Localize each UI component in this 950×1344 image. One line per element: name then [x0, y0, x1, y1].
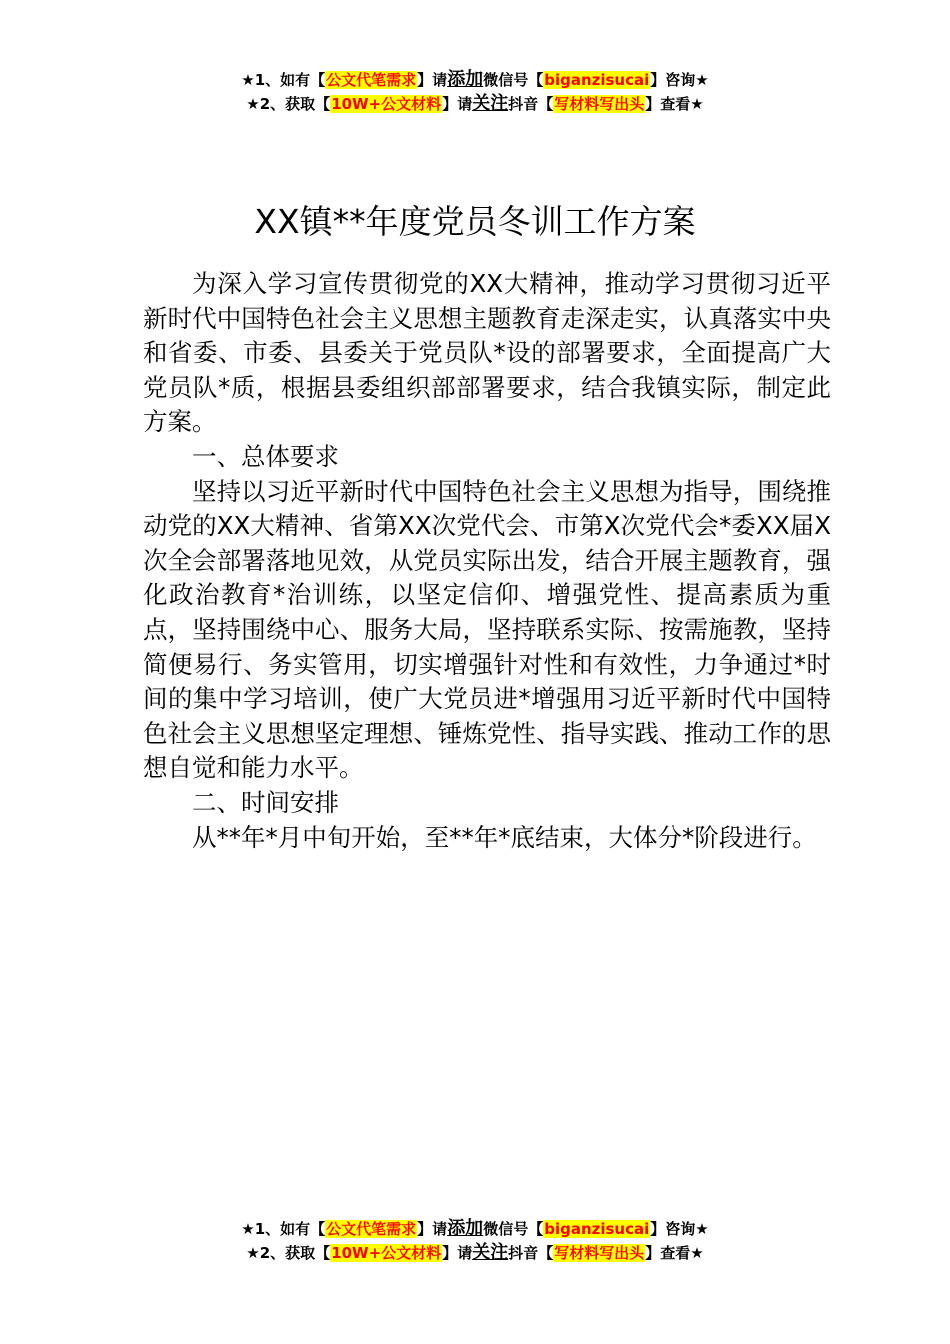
- page-title: XX镇**年度党员冬训工作方案: [254, 202, 696, 242]
- promo-line-2: ★2、获取【10W+公文材料】请关注抖音【写材料写出头】查看★: [246, 1242, 704, 1263]
- highlight-ghostwriting: 公文代笔需求: [326, 1220, 417, 1238]
- promo-banner-top: [0, 68, 950, 116]
- highlight-wechat-id: biganzisucai: [544, 71, 650, 89]
- highlight-douyin: 写材料写出头: [554, 95, 645, 113]
- promo-line-1: ★1、如有【公文代笔需求】请添加微信号【biganzisucai】咨询★: [241, 69, 709, 90]
- highlight-materials: 10W+公文材料: [331, 1244, 442, 1262]
- promo-banner-bottom: [0, 1217, 950, 1265]
- highlight-ghostwriting: 公文代笔需求: [326, 71, 417, 89]
- intro-paragraph: 为深入学习宣传贯彻党的XX大精神，推动学习贯彻习近平新时代中国特色社会主义思想主题教育走深走实，认真落实中央和省委、市委、县委关于党员队*设的部署要求，全面提高广大党员队*质，根据县委组织部部署要求，结合我镇实际，制定此方案。: [143, 269, 831, 437]
- highlight-wechat-id: biganzisucai: [544, 1220, 650, 1238]
- section-heading-general-requirements: 一、总体要求: [192, 441, 339, 471]
- highlight-materials: 10W+公文材料: [331, 95, 442, 113]
- general-requirements-paragraph: 坚持以习近平新时代中国特色社会主义思想为指导，围绕推动党的XX大精神、省第XX次党代会、市第X次党代会*委XX届X次全会部署落地见效，从党员实际出发，结合开展主题教育，强化政治教育*治训练，以坚定信仰、增强党性、提高素质为重点，坚持围绕中心、服务大局，坚持联系实际、按需施教，坚持简便易行、务实管用，切实增强针对性和有效性，力争通过*时间的集中学习培训，使广大党员进*增强用习近平新时代中国特色社会主义思想坚定理想、锤炼党性、指导实践、推动工作的思想自觉和能力水平。: [143, 476, 831, 783]
- schedule-paragraph: 从**年*月中旬开始，至**年*底结束，大体分*阶段进行。: [192, 822, 817, 852]
- document-body: [143, 267, 831, 855]
- promo-line-1: ★1、如有【公文代笔需求】请添加微信号【biganzisucai】咨询★: [241, 1218, 709, 1239]
- section-heading-schedule: 二、时间安排: [192, 787, 339, 817]
- highlight-douyin: 写材料写出头: [554, 1244, 645, 1262]
- promo-line-2: ★2、获取【10W+公文材料】请关注抖音【写材料写出头】查看★: [246, 93, 704, 114]
